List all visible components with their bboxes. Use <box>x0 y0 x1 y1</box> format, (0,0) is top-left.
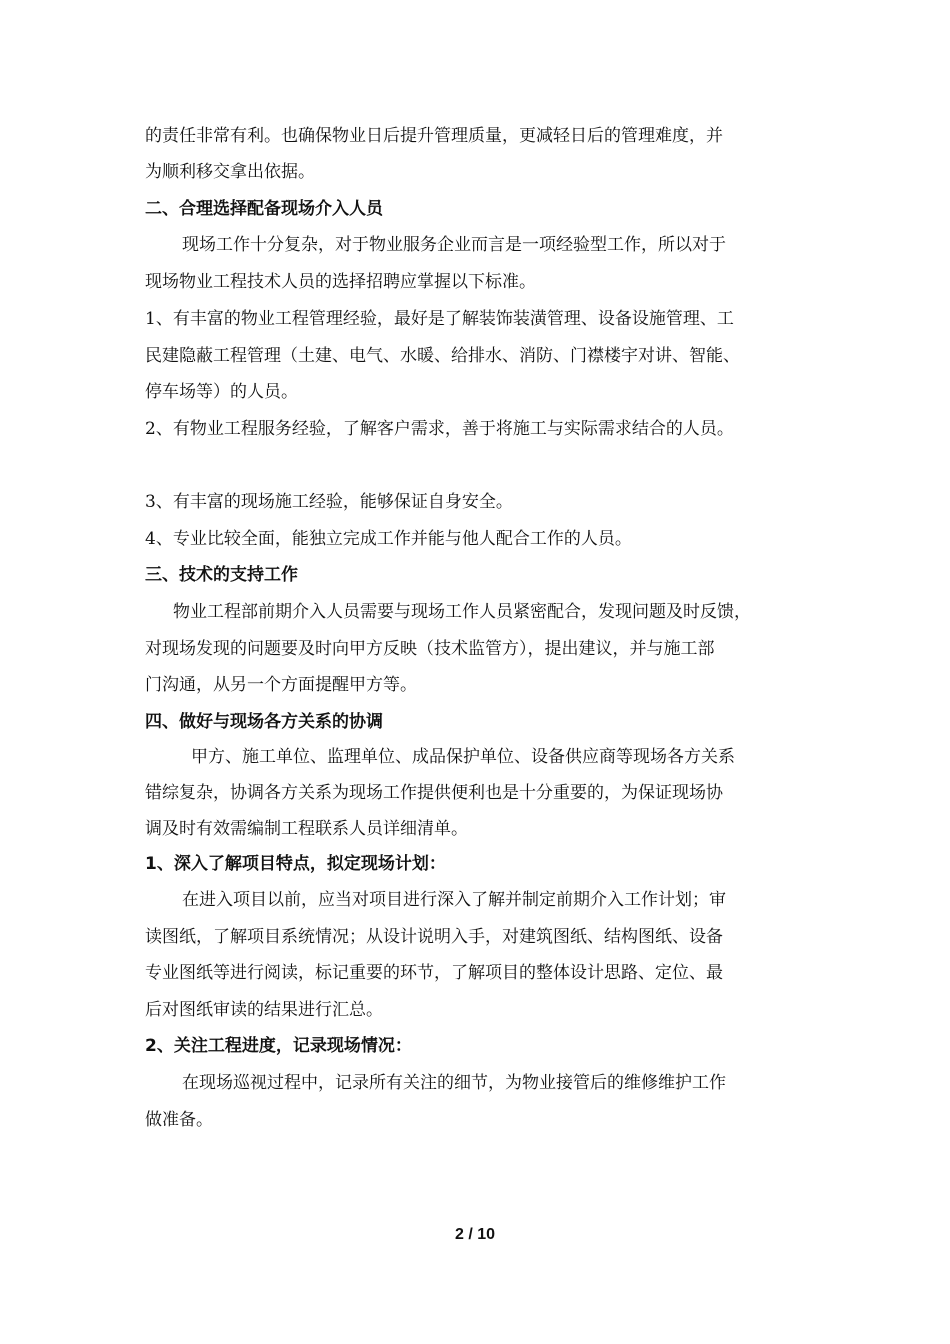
paragraph-line: 错综复杂，协调各方关系为现场工作提供便利也是十分重要的，为保证现场协 <box>145 783 723 803</box>
page-number: 2 / 10 <box>454 1226 496 1243</box>
section-heading: 四、做好与现场各方关系的协调 <box>145 712 383 732</box>
section-heading: 三、技术的支持工作 <box>145 565 298 585</box>
section-heading: 二、合理选择配备现场介入人员 <box>145 199 383 219</box>
paragraph-line: 对现场发现的问题要及时向甲方反映（技术监管方），提出建议，并与施工部 <box>145 639 715 659</box>
paragraph-line: 停车场等）的人员。 <box>145 382 298 402</box>
paragraph-line: 甲方、施工单位、监理单位、成品保护单位、设备供应商等现场各方关系 <box>191 747 735 767</box>
paragraph-line: 民建隐蔽工程管理（土建、电气、水暖、给排水、消防、门襟楼宇对讲、智能、 <box>145 346 740 366</box>
paragraph-line: 现场工作十分复杂，对于物业服务企业而言是一项经验型工作，所以对于 <box>182 235 726 255</box>
list-item: 3、有丰富的现场施工经验，能够保证自身安全。 <box>145 492 513 512</box>
list-item: 2、有物业工程服务经验，了解客户需求，善于将施工与实际需求结合的人员。 <box>145 419 734 439</box>
paragraph-line: 现场物业工程技术人员的选择招聘应掌握以下标准。 <box>145 272 536 292</box>
paragraph-line: 的责任非常有利。也确保物业日后提升管理质量，更减轻日后的管理难度，并 <box>145 126 723 146</box>
subsection-heading: 1、深入了解项目特点，拟定现场计划： <box>145 854 446 874</box>
paragraph-line: 做准备。 <box>145 1110 213 1130</box>
list-item: 1、有丰富的物业工程管理经验，最好是了解装饰装潢管理、设备设施管理、工 <box>145 309 734 329</box>
list-item: 4、专业比较全面，能独立完成工作并能与他人配合工作的人员。 <box>145 529 632 549</box>
paragraph-line: 在现场巡视过程中，记录所有关注的细节，为物业接管后的维修维护工作 <box>182 1073 726 1093</box>
paragraph-line: 读图纸，了解项目系统情况；从设计说明入手，对建筑图纸、结构图纸、设备 <box>145 927 723 947</box>
subsection-heading: 2、关注工程进度，记录现场情况： <box>145 1036 412 1056</box>
paragraph-line: 为顺利移交拿出依据。 <box>145 162 315 182</box>
paragraph-line: 在进入项目以前，应当对项目进行深入了解并制定前期介入工作计划；审 <box>182 890 726 910</box>
paragraph-line: 物业工程部前期介入人员需要与现场工作人员紧密配合，发现问题及时反馈， <box>173 602 751 622</box>
paragraph-line: 门沟通，从另一个方面提醒甲方等。 <box>145 675 417 695</box>
paragraph-line: 专业图纸等进行阅读，标记重要的环节，了解项目的整体设计思路、定位、最 <box>145 963 723 983</box>
paragraph-line: 后对图纸审读的结果进行汇总。 <box>145 1000 383 1020</box>
paragraph-line: 调及时有效需编制工程联系人员详细清单。 <box>145 819 468 839</box>
